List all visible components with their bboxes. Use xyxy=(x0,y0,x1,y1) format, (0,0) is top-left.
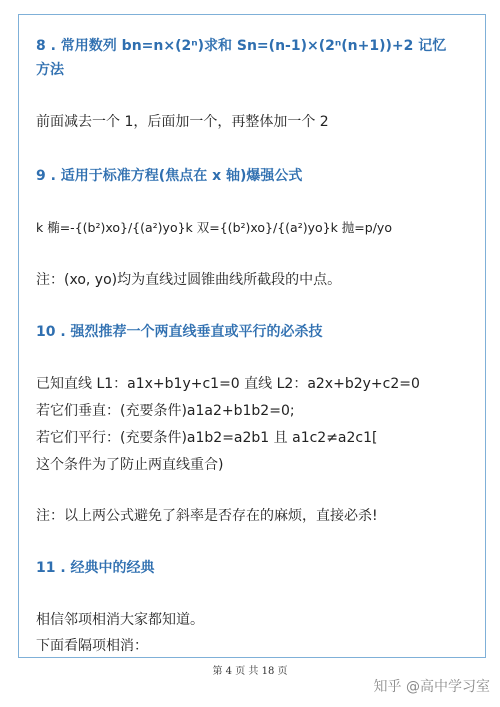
section-9-note: 注：(xo, yo)均为直线过圆锥曲线所截段的中点。 xyxy=(36,272,342,288)
section-11-line-1: 相信邻项相消大家都知道。 xyxy=(36,612,204,628)
section-10-line-1: 已知直线 L1：a1x+b1y+c1=0 直线 L2：a2x+b2y+c2=0 xyxy=(36,376,420,392)
section-9-heading: 9 . 适用于标准方程(焦点在 x 轴)爆强公式 xyxy=(36,168,303,184)
page-footer: 第 4 页 共 18 页 xyxy=(212,666,288,677)
section-11-heading: 11 . 经典中的经典 xyxy=(36,560,155,576)
section-8-heading: 8 . 常用数列 bn=n×(2ⁿ)求和 Sn=(n-1)×(2ⁿ(n+1))+2 记忆 xyxy=(36,38,447,54)
section-8-heading-cont: 方法 xyxy=(36,62,64,78)
section-11-line-2: 下面看隔项相消： xyxy=(36,638,148,654)
section-10-line-4: 这个条件为了防止两直线重合) xyxy=(36,457,224,473)
zhihu-watermark: 知乎 @高中学习室 xyxy=(373,679,490,695)
section-10-note: 注：以上两公式避免了斜率是否存在的麻烦，直接必杀! xyxy=(36,508,378,524)
section-8-line-1: 前面减去一个 1，后面加一个，再整体加一个 2 xyxy=(36,114,329,130)
section-9-formula: k 椭=-{(b²)xo}/{(a²)yo}k 双={(b²)xo}/{(a²)yo}k 抛=p/yo xyxy=(36,220,392,235)
section-10-line-2: 若它们垂直：(充要条件)a1a2+b1b2=0; xyxy=(36,403,295,419)
section-10-heading: 10 . 强烈推荐一个两直线垂直或平行的必杀技 xyxy=(36,324,323,340)
section-10-line-3: 若它们平行：(充要条件)a1b2=a2b1 且 a1c2≠a2c1[ xyxy=(36,430,378,446)
